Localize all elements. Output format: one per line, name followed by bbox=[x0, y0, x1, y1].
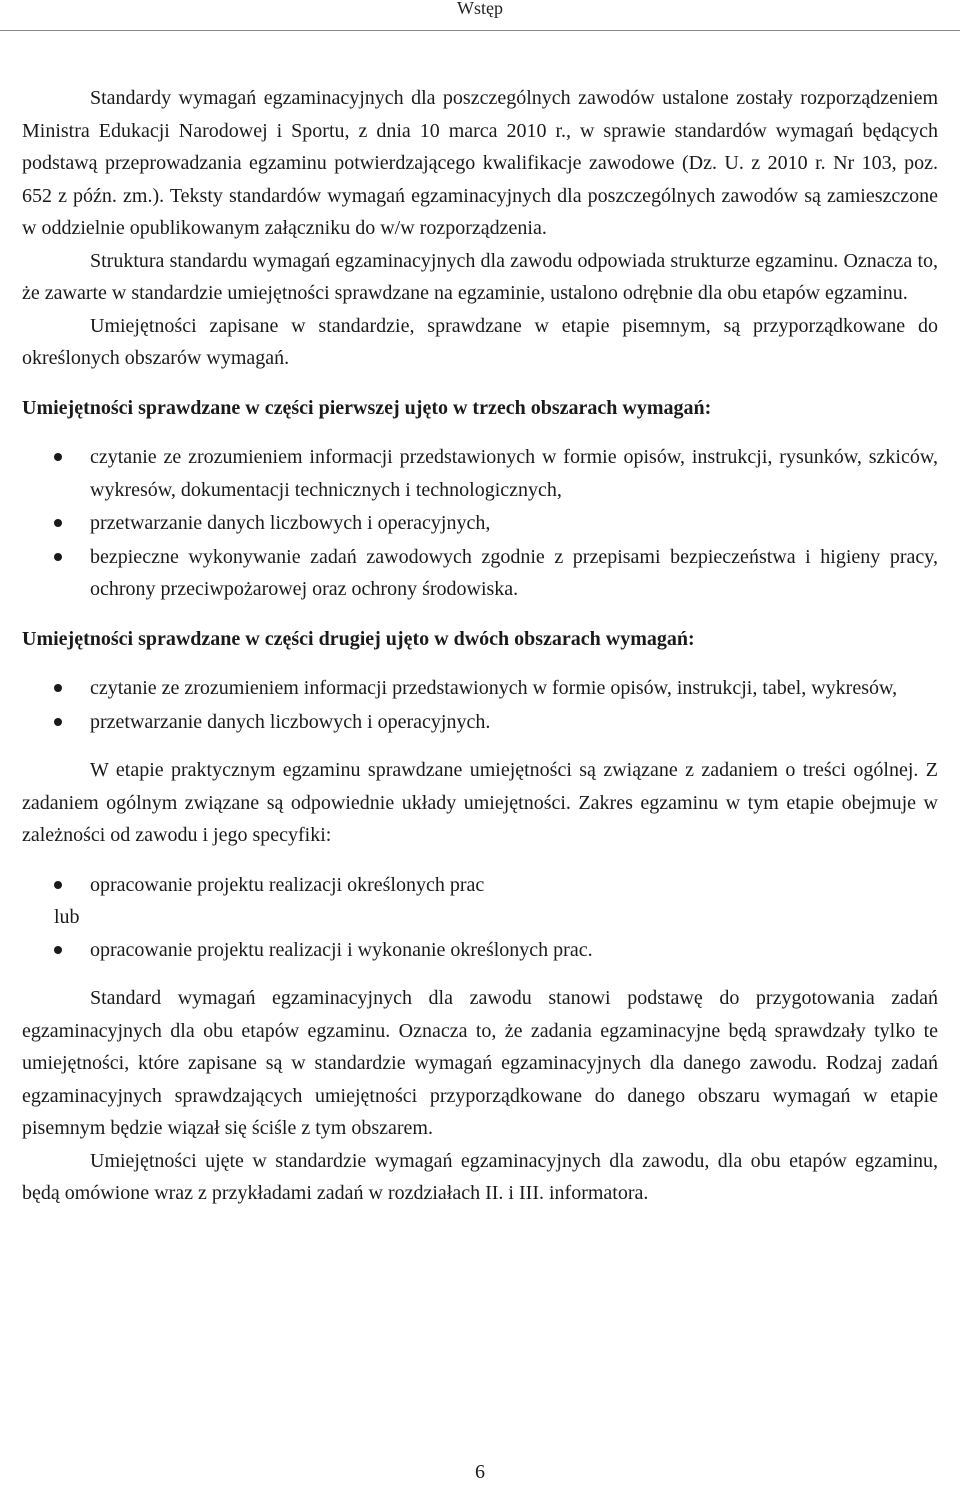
bullet-icon bbox=[54, 718, 62, 726]
bullet-list-practical bbox=[22, 869, 938, 902]
bullet-icon bbox=[54, 553, 62, 561]
paragraph-standard-purpose: Standard wymagań egzaminacyjnych dla zawodu stanowi podstawę do przygotowania zadań egzaminacyjnych dla obu etapów egzaminu. Oznacza to, że zadania egzaminacyjne będą sprawdzały tylko te umiejętności, które zapisane są w standardzie wymagań egzaminacyjnych dla danego zawodu. Rodzaj zadań egzaminacyjnych sprawdzających umiejętności przyporządkowane do danego obszaru wymagań w etapie pisemnym będzie wiązał się ściśle z tym obszarem. bbox=[22, 987, 938, 1139]
bullet-icon bbox=[54, 684, 62, 692]
bullet-list-part-two bbox=[22, 672, 938, 738]
list-item: czytanie ze zrozumieniem informacji przedstawionych w formie opisów, instrukcji, rysunków, szkiców, wykresów, dokumentacji technicznych i technologicznych, bbox=[22, 441, 938, 506]
bullet-icon bbox=[54, 946, 62, 954]
running-header bbox=[0, 0, 960, 31]
list-item: opracowanie projektu realizacji i wykonanie określonych prac. bbox=[22, 934, 938, 967]
list-separator: lub bbox=[54, 906, 80, 928]
list-item: opracowanie projektu realizacji określonych prac bbox=[22, 869, 938, 902]
list-item: przetwarzanie danych liczbowych i operacyjnych. bbox=[22, 706, 938, 739]
list-item: czytanie ze zrozumieniem informacji przedstawionych w formie opisów, instrukcji, tabel, wykresów, bbox=[22, 672, 938, 705]
paragraph-written-stage: Umiejętności zapisane w standardzie, sprawdzane w etapie pisemnym, są przyporządkowane do określonych obszarów wymagań. bbox=[22, 314, 938, 369]
section-heading-part-one: Umiejętności sprawdzane w części pierwszej ujęto w trzech obszarach wymagań: bbox=[22, 396, 712, 419]
list-item: przetwarzanie danych liczbowych i operacyjnych, bbox=[22, 507, 938, 540]
bullet-icon bbox=[54, 519, 62, 527]
bullet-icon bbox=[54, 453, 62, 461]
header-title: Wstęp bbox=[457, 0, 503, 18]
bullet-icon bbox=[54, 881, 62, 889]
section-heading-part-two: Umiejętności sprawdzane w części drugiej ujęto w dwóch obszarach wymagań: bbox=[22, 627, 695, 650]
document-body bbox=[22, 82, 938, 1210]
paragraph-intro: Standardy wymagań egzaminacyjnych dla poszczególnych zawodów ustalone zostały rozporządzeniem Ministra Edukacji Narodowej i Sportu, z dnia 10 marca 2010 r., w sprawie standardów wymagań będących podstawą przeprowadzania egzaminu potwierdzającego kwalifikacje zawodowe (Dz. U. z 2010 r. Nr 103, poz. 652 z późn. zm.). Teksty standardów wymagań egzaminacyjnych dla poszczególnych zawodów są zamieszczone w oddzielnie opublikowanym załączniku do w/w rozporządzenia. bbox=[22, 87, 938, 239]
bullet-list-practical-alt bbox=[22, 934, 938, 967]
paragraph-structure: Struktura standardu wymagań egzaminacyjnych dla zawodu odpowiada strukturze egzaminu. Oznacza to, że zawarte w standardzie umiejętności sprawdzane na egzaminie, ustalono odrębnie dla obu etapów egzaminu. bbox=[22, 249, 938, 304]
bullet-list-part-one bbox=[22, 441, 938, 606]
page-number: 6 bbox=[475, 1461, 485, 1483]
paragraph-practical-stage: W etapie praktycznym egzaminu sprawdzane umiejętności są związane z zadaniem o treści ogólnej. Z zadaniem ogólnym związane są odpowiednie układy umiejętności. Zakres egzaminu w tym etapie obejmuje w zależności od zawodu i jego specyfiki: bbox=[22, 759, 938, 846]
list-item: bezpieczne wykonywanie zadań zawodowych zgodnie z przepisami bezpieczeństwa i higieny pracy, ochrony przeciwpożarowej oraz ochrony środowiska. bbox=[22, 541, 938, 606]
paragraph-closing: Umiejętności ujęte w standardzie wymagań egzaminacyjnych dla zawodu, dla obu etapów egzaminu, będą omówione wraz z przykładami zadań w rozdziałach II. i III. informatora. bbox=[22, 1149, 938, 1204]
